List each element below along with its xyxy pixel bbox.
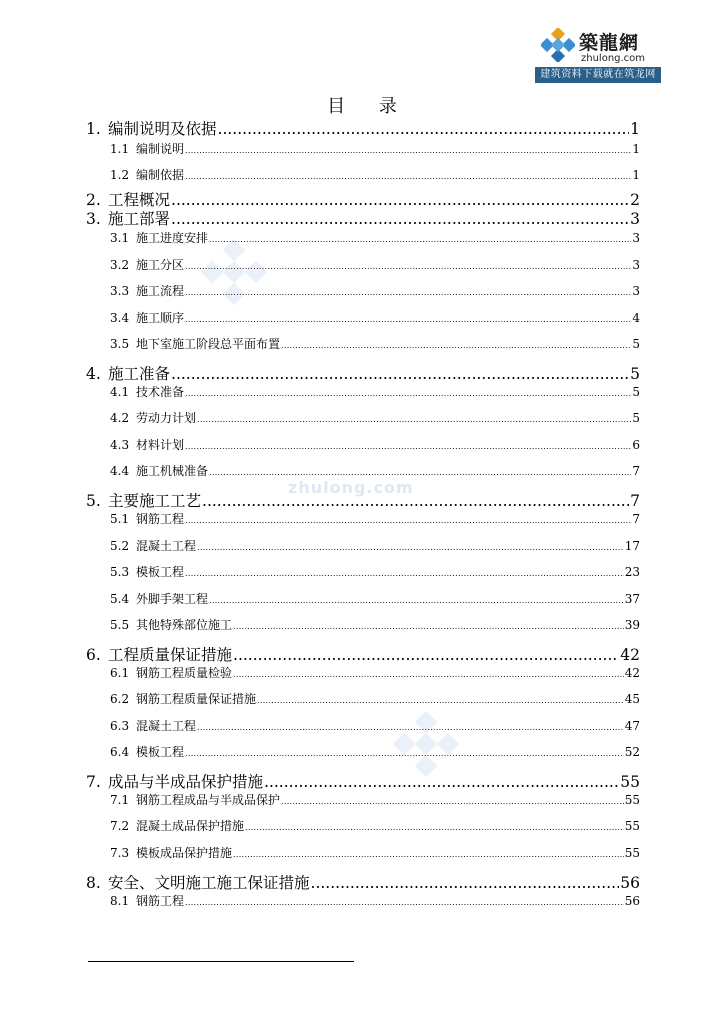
toc-leader-dots [264,773,619,791]
toc-section-entry[interactable] [86,140,640,157]
toc-section-entry[interactable] [86,791,640,808]
toc-entry-number: 8. [86,874,101,892]
toc-chapter-entry[interactable] [86,770,640,792]
toc-entry-title: 编制依据 [136,168,185,182]
toc-entry-page: 5 [632,337,640,351]
toc-entry-number: 3.4 [110,311,130,325]
toc-entry-page: 55 [624,846,640,860]
toc-entry-number: 7.1 [110,793,130,807]
toc-entry-title: 编制说明及依据 [108,120,217,138]
logo-url: zhulong.com [581,53,646,64]
toc-entry-number: 1.1 [110,142,130,156]
toc-entry-number: 4.2 [110,411,130,425]
toc-leader-dots [209,596,624,605]
toc-entry-page: 17 [624,539,640,553]
toc-entry-title: 材料计划 [136,438,185,452]
toc-entry-number: 5.2 [110,539,130,553]
toc-entry-page: 5 [632,385,640,399]
footnote-separator [88,961,354,962]
toc-entry-page: 7 [632,512,640,526]
toc-entry-title: 钢筋工程 [136,512,185,526]
toc-entry-title: 地下室施工阶段总平面布置 [136,337,281,351]
toc-entry-page: 4 [632,311,640,325]
toc-entry-title: 施工分区 [136,258,185,272]
toc-leader-dots [185,898,624,907]
toc-leader-dots [185,146,631,155]
toc-entry-page: 55 [620,773,640,791]
toc-entry-page: 23 [624,565,640,579]
toc-leader-dots [185,288,631,297]
toc-entry-page: 5 [632,411,640,425]
toc-entry-page: 5 [630,365,640,383]
toc-section-entry[interactable] [86,537,640,554]
toc-entry-title: 安全、文明施工施工保证措施 [108,874,310,892]
toc-entry-number: 2. [86,191,101,209]
toc-entry-title: 主要施工工艺 [108,492,202,510]
toc-entry-page: 55 [624,819,640,833]
watermark-logo-icon [196,240,272,310]
toc-leader-dots [233,622,624,631]
toc-leader-dots [281,341,631,350]
toc-section-entry[interactable] [86,462,640,479]
toc-section-entry[interactable] [86,383,640,400]
toc-entry-title: 施工部署 [108,210,171,228]
toc-section-entry[interactable] [86,717,640,734]
toc-entry-title: 施工流程 [136,284,185,298]
toc-entry-title: 混凝土工程 [136,539,197,553]
toc-leader-dots [171,365,629,383]
toc-entry-page: 56 [620,874,640,892]
toc-entry-title: 编制说明 [136,142,185,156]
toc-leader-dots [185,569,624,578]
toc-entry-number: 4.4 [110,464,130,478]
toc-entry-number: 3.3 [110,284,130,298]
toc-entry-page: 1 [630,120,640,138]
toc-section-entry[interactable] [86,844,640,861]
toc-leader-dots [257,696,624,705]
toc-entry-page: 7 [630,492,640,510]
toc-chapter-entry[interactable] [86,207,640,229]
toc-entry-title: 工程概况 [108,191,171,209]
toc-entry-title: 劳动力计划 [136,411,197,425]
toc-section-entry[interactable] [86,664,640,681]
toc-entry-title: 施工机械准备 [136,464,209,478]
logo-tagline: 建筑资料下载就在筑龙网 [535,67,661,83]
toc-leader-dots [185,516,631,525]
toc-entry-number: 3.5 [110,337,130,351]
toc-entry-title: 钢筋工程 [136,894,185,908]
toc-leader-dots [202,492,629,510]
toc-entry-number: 5. [86,492,101,510]
toc-leader-dots [197,723,624,732]
toc-entry-title: 模板工程 [136,745,185,759]
toc-entry-title: 施工进度安排 [136,231,209,245]
watermark-text: zhulong.com [288,478,414,497]
toc-entry-title: 施工顺序 [136,311,185,325]
toc-entry-page: 52 [624,745,640,759]
toc-chapter-entry[interactable] [86,362,640,384]
toc-chapter-entry[interactable] [86,489,640,511]
toc-chapter-entry[interactable] [86,117,640,139]
toc-leader-dots [281,797,624,806]
toc-leader-dots [185,172,631,181]
toc-entry-page: 45 [624,692,640,706]
toc-section-entry[interactable] [86,256,640,273]
logo-brand: 築龍網 [579,32,640,54]
toc-entry-number: 5.3 [110,565,130,579]
toc-entry-page: 55 [624,793,640,807]
zhulong-logo [535,22,661,84]
toc-leader-dots [197,415,631,424]
toc-entry-number: 7.3 [110,846,130,860]
toc-entry-title: 混凝土工程 [136,719,197,733]
toc-entry-page: 42 [624,666,640,680]
toc-section-entry[interactable] [86,166,640,183]
toc-section-entry[interactable] [86,409,640,426]
zhulong-logo-icon [541,28,575,62]
toc-leader-dots [218,120,630,138]
toc-leader-dots [233,850,624,859]
toc-title: 目 录 [327,96,411,117]
toc-entry-page: 1 [632,168,640,182]
toc-chapter-entry[interactable] [86,643,640,665]
toc-entry-page: 47 [624,719,640,733]
toc-entry-page: 56 [624,894,640,908]
toc-section-entry[interactable] [86,817,640,834]
toc-entry-page: 6 [632,438,640,452]
toc-entry-title: 其他特殊部位施工 [136,618,233,632]
toc-entry-number: 4.3 [110,438,130,452]
toc-section-entry[interactable] [86,590,640,607]
toc-entry-page: 7 [632,464,640,478]
toc-entry-title: 外脚手架工程 [136,592,209,606]
toc-entry-title: 施工准备 [108,365,171,383]
toc-entry-page: 3 [632,258,640,272]
toc-entry-page: 3 [630,210,640,228]
toc-entry-page: 39 [624,618,640,632]
toc-section-entry[interactable] [86,510,640,527]
toc-entry-number: 4.1 [110,385,130,399]
toc-leader-dots [185,262,631,271]
toc-entry-number: 7.2 [110,819,130,833]
toc-entry-number: 3.1 [110,231,130,245]
toc-entry-number: 1. [86,120,101,138]
toc-leader-dots [233,670,624,679]
toc-leader-dots [209,235,631,244]
toc-entry-title: 模板成品保护措施 [136,846,233,860]
toc-entry-number: 5.1 [110,512,130,526]
toc-entry-page: 37 [624,592,640,606]
toc-entry-page: 42 [620,646,640,664]
toc-entry-title: 技术准备 [136,385,185,399]
toc-entry-number: 1.2 [110,168,130,182]
toc-entry-number: 6.3 [110,719,130,733]
toc-entry-number: 6.1 [110,666,130,680]
toc-leader-dots [245,823,624,832]
toc-section-entry[interactable] [86,309,640,326]
toc-section-entry[interactable] [86,282,640,299]
toc-leader-dots [171,210,629,228]
toc-entry-title: 混凝土成品保护措施 [136,819,245,833]
toc-section-entry[interactable] [86,563,640,580]
toc-section-entry[interactable] [86,743,640,760]
toc-entry-number: 7. [86,773,101,791]
toc-entry-title: 钢筋工程质量保证措施 [136,692,257,706]
toc-section-entry[interactable] [86,229,640,246]
toc-entry-title: 钢筋工程质量检验 [136,666,233,680]
toc-entry-number: 3.2 [110,258,130,272]
toc-leader-dots [185,442,631,451]
toc-entry-number: 8.1 [110,894,130,908]
toc-leader-dots [185,749,624,758]
toc-leader-dots [233,646,619,664]
toc-entry-number: 6.2 [110,692,130,706]
toc-leader-dots [209,468,631,477]
toc-section-entry[interactable] [86,892,640,909]
toc-leader-dots [185,315,631,324]
toc-entry-page: 1 [632,142,640,156]
toc-leader-dots [197,543,624,552]
toc-entry-number: 6.4 [110,745,130,759]
toc-section-entry[interactable] [86,335,640,352]
toc-chapter-entry[interactable] [86,871,640,893]
toc-entry-title: 模板工程 [136,565,185,579]
toc-entry-number: 5.4 [110,592,130,606]
toc-entry-page: 2 [630,191,640,209]
toc-entry-number: 6. [86,646,101,664]
toc-entry-title: 成品与半成品保护措施 [108,773,264,791]
toc-entry-number: 3. [86,210,101,228]
toc-entry-title: 钢筋工程成品与半成品保护 [136,793,281,807]
toc-entry-page: 3 [632,231,640,245]
toc-leader-dots [311,874,620,892]
toc-entry-title: 工程质量保证措施 [108,646,233,664]
toc-leader-dots [185,389,631,398]
toc-section-entry[interactable] [86,436,640,453]
toc-entry-number: 5.5 [110,618,130,632]
toc-section-entry[interactable] [86,690,640,707]
toc-entry-page: 3 [632,284,640,298]
toc-entry-number: 4. [86,365,101,383]
toc-section-entry[interactable] [86,616,640,633]
